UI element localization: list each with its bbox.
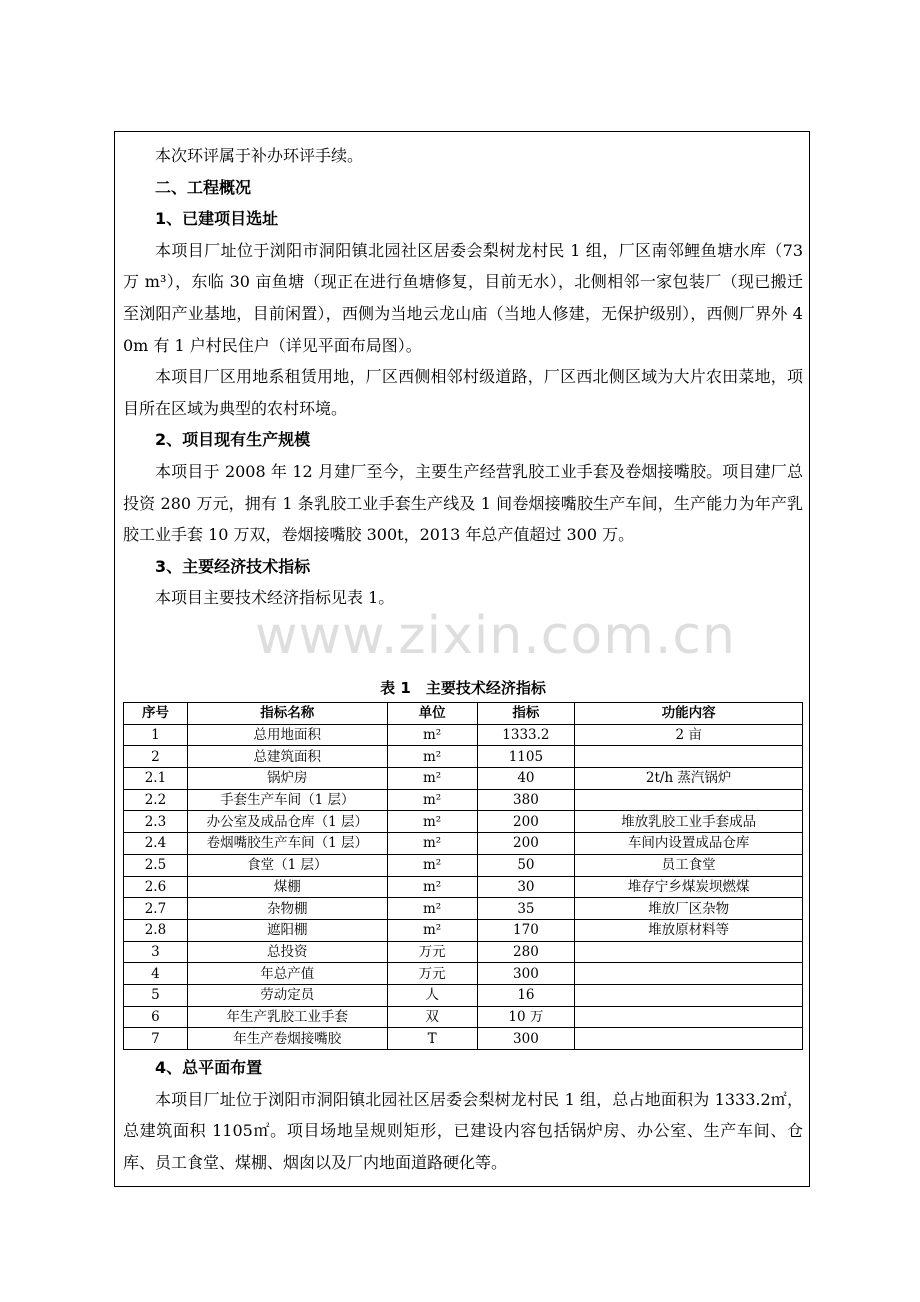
table-cell: 2.5 bbox=[124, 854, 188, 876]
table-cell: 2.6 bbox=[124, 876, 188, 898]
table-cell: 万元 bbox=[387, 941, 477, 963]
table-row bbox=[124, 768, 803, 790]
header-cell: 功能内容 bbox=[575, 703, 803, 725]
table-cell: 年生产卷烟接嘴胶 bbox=[187, 1028, 387, 1050]
table-row bbox=[124, 941, 803, 963]
table-cell: 堆放原材料等 bbox=[575, 919, 803, 941]
table-cell: 170 bbox=[477, 919, 575, 941]
subsection-heading-4: 4、总平面布置 bbox=[155, 1058, 263, 1077]
table-row bbox=[124, 811, 803, 833]
table-row bbox=[124, 876, 803, 898]
table-row bbox=[124, 854, 803, 876]
table-cell: 300 bbox=[477, 963, 575, 985]
table-cell: 200 bbox=[477, 833, 575, 855]
section-heading: 二、工程概况 bbox=[155, 177, 252, 197]
table-row bbox=[124, 898, 803, 920]
table-cell: 2 bbox=[124, 746, 188, 768]
table-cell: 2t/h 蒸汽锅炉 bbox=[575, 768, 803, 790]
text-block-top bbox=[115, 140, 811, 614]
table-cell: 35 bbox=[477, 898, 575, 920]
table-cell: m² bbox=[387, 876, 477, 898]
table-cell: 380 bbox=[477, 789, 575, 811]
header-cell: 单位 bbox=[387, 703, 477, 725]
table-header-row bbox=[124, 703, 803, 725]
table-body bbox=[124, 724, 803, 1049]
table-cell: 50 bbox=[477, 854, 575, 876]
table-cell: 总建筑面积 bbox=[187, 746, 387, 768]
table-cell bbox=[575, 941, 803, 963]
table-cell: 总投资 bbox=[187, 941, 387, 963]
table-cell: 堆放厂区杂物 bbox=[575, 898, 803, 920]
table-cell: 2.1 bbox=[124, 768, 188, 790]
table-cell: 5 bbox=[124, 984, 188, 1006]
table-cell: 万元 bbox=[387, 963, 477, 985]
table-cell: 员工食堂 bbox=[575, 854, 803, 876]
table-cell: 车间内设置成品仓库 bbox=[575, 833, 803, 855]
table-cell bbox=[575, 1006, 803, 1028]
header-cell: 指标名称 bbox=[187, 703, 387, 725]
table-cell: 堆放乳胶工业手套成品 bbox=[575, 811, 803, 833]
table-cell: 2.7 bbox=[124, 898, 188, 920]
table-row bbox=[124, 919, 803, 941]
table-cell: 2.3 bbox=[124, 811, 188, 833]
header-cell: 指标 bbox=[477, 703, 575, 725]
table-cell: m² bbox=[387, 746, 477, 768]
subsection-heading-2: 2、项目现有生产规模 bbox=[155, 430, 311, 450]
table-cell: 劳动定员 bbox=[187, 984, 387, 1006]
indicator-table bbox=[123, 702, 803, 1050]
watermark: www.zixin.com.cn bbox=[255, 606, 736, 666]
table-cell bbox=[575, 984, 803, 1006]
table-cell: 卷烟嘴胶生产车间（1 层） bbox=[187, 833, 387, 855]
table-cell: T bbox=[387, 1028, 477, 1050]
table-cell: 1105 bbox=[477, 746, 575, 768]
table-row bbox=[124, 1028, 803, 1050]
table-cell bbox=[575, 1028, 803, 1050]
table-cell: 10 万 bbox=[477, 1006, 575, 1028]
table-cell bbox=[575, 789, 803, 811]
table-cell: 遮阳棚 bbox=[187, 919, 387, 941]
table-cell: m² bbox=[387, 811, 477, 833]
table-cell bbox=[575, 963, 803, 985]
intro-paragraph: 本次环评属于补办环评手续。 bbox=[155, 146, 364, 165]
table-cell: 6 bbox=[124, 1006, 188, 1028]
header-cell: 序号 bbox=[124, 703, 188, 725]
table-cell: 办公室及成品仓库（1 层） bbox=[187, 811, 387, 833]
table-row bbox=[124, 1006, 803, 1028]
table-cell: 杂物棚 bbox=[187, 898, 387, 920]
land-use-paragraph: 本项目厂区用地系租赁用地，厂区西侧相邻村级道路，厂区西北侧区域为大片农田菜地，项目所在区域为典型的农村环境。 bbox=[123, 367, 803, 418]
table-cell: m² bbox=[387, 833, 477, 855]
table-cell: 3 bbox=[124, 941, 188, 963]
content-frame bbox=[114, 131, 810, 1187]
table-cell: m² bbox=[387, 789, 477, 811]
subsection-heading-3: 3、主要经济技术指标 bbox=[155, 556, 311, 576]
table-row bbox=[124, 724, 803, 746]
table-cell: 280 bbox=[477, 941, 575, 963]
table-cell: 手套生产车间（1 层） bbox=[187, 789, 387, 811]
table-caption: 表 1 主要技术经济指标 bbox=[380, 679, 546, 697]
table-cell: 人 bbox=[387, 984, 477, 1006]
table-cell: 1333.2 bbox=[477, 724, 575, 746]
table-cell: 煤棚 bbox=[187, 876, 387, 898]
table-cell: m² bbox=[387, 898, 477, 920]
table-cell: 30 bbox=[477, 876, 575, 898]
table-row bbox=[124, 789, 803, 811]
table-cell: 2 亩 bbox=[575, 724, 803, 746]
table-cell: 4 bbox=[124, 963, 188, 985]
table-cell bbox=[575, 746, 803, 768]
production-scale-paragraph: 本项目于 2008 年 12 月建厂至今，主要生产经营乳胶工业手套及卷烟接嘴胶。项目建厂总投资 280 万元，拥有 1 条乳胶工业手套生产线及 1 间卷烟接嘴胶生产车间，生产能力为年产乳胶工业手套 10 万双，卷烟接嘴胶 300t，2013 年总产值超过 300 万。 bbox=[123, 461, 803, 545]
table-cell: 年生产乳胶工业手套 bbox=[187, 1006, 387, 1028]
text-block-bottom bbox=[115, 1052, 811, 1178]
table-cell: m² bbox=[387, 724, 477, 746]
table-cell: 双 bbox=[387, 1006, 477, 1028]
table-cell: m² bbox=[387, 919, 477, 941]
table-cell: 堆存宁乡煤炭坝燃煤 bbox=[575, 876, 803, 898]
table-row bbox=[124, 746, 803, 768]
indicator-intro-paragraph: 本项目主要技术经济指标见表 1。 bbox=[155, 588, 395, 608]
table-cell: m² bbox=[387, 854, 477, 876]
table-cell: 40 bbox=[477, 768, 575, 790]
layout-paragraph: 本项目厂址位于浏阳市洞阳镇北园社区居委会梨树龙村民 1 组，总占地面积为 1333.2㎡，总建筑面积 1105㎡。项目场地呈规则矩形，已建设内容包括锅炉房、办公室、生产车间、仓库、员工食堂、煤棚、烟囱以及厂内地面道路硬化等。 bbox=[123, 1089, 803, 1172]
table-row bbox=[124, 984, 803, 1006]
table-cell: 2.2 bbox=[124, 789, 188, 811]
table-cell: 2.8 bbox=[124, 919, 188, 941]
table-cell: 2.4 bbox=[124, 833, 188, 855]
table-cell: 7 bbox=[124, 1028, 188, 1050]
table-cell: m² bbox=[387, 768, 477, 790]
table-cell: 16 bbox=[477, 984, 575, 1006]
table-cell: 200 bbox=[477, 811, 575, 833]
table-row bbox=[124, 833, 803, 855]
location-paragraph: 本项目厂址位于浏阳市洞阳镇北园社区居委会梨树龙村民 1 组，厂区南邻鲤鱼塘水库（73 万 m³），东临 30 亩鱼塘（现正在进行鱼塘修复，目前无水），北侧相邻一家包装厂（现已搬迁至浏阳产业基地，目前闲置），西侧为当地云龙山庙（当地人修建，无保护级别），西侧厂界外 40m 有 1 户村民住户（详见平面布局图）。 bbox=[123, 240, 803, 355]
table-cell: 1 bbox=[124, 724, 188, 746]
table-cell: 锅炉房 bbox=[187, 768, 387, 790]
subsection-heading-1: 1、已建项目选址 bbox=[155, 209, 279, 229]
table-cell: 年总产值 bbox=[187, 963, 387, 985]
table-cell: 食堂（1 层） bbox=[187, 854, 387, 876]
table-row bbox=[124, 963, 803, 985]
table-cell: 总用地面积 bbox=[187, 724, 387, 746]
table-cell: 300 bbox=[477, 1028, 575, 1050]
